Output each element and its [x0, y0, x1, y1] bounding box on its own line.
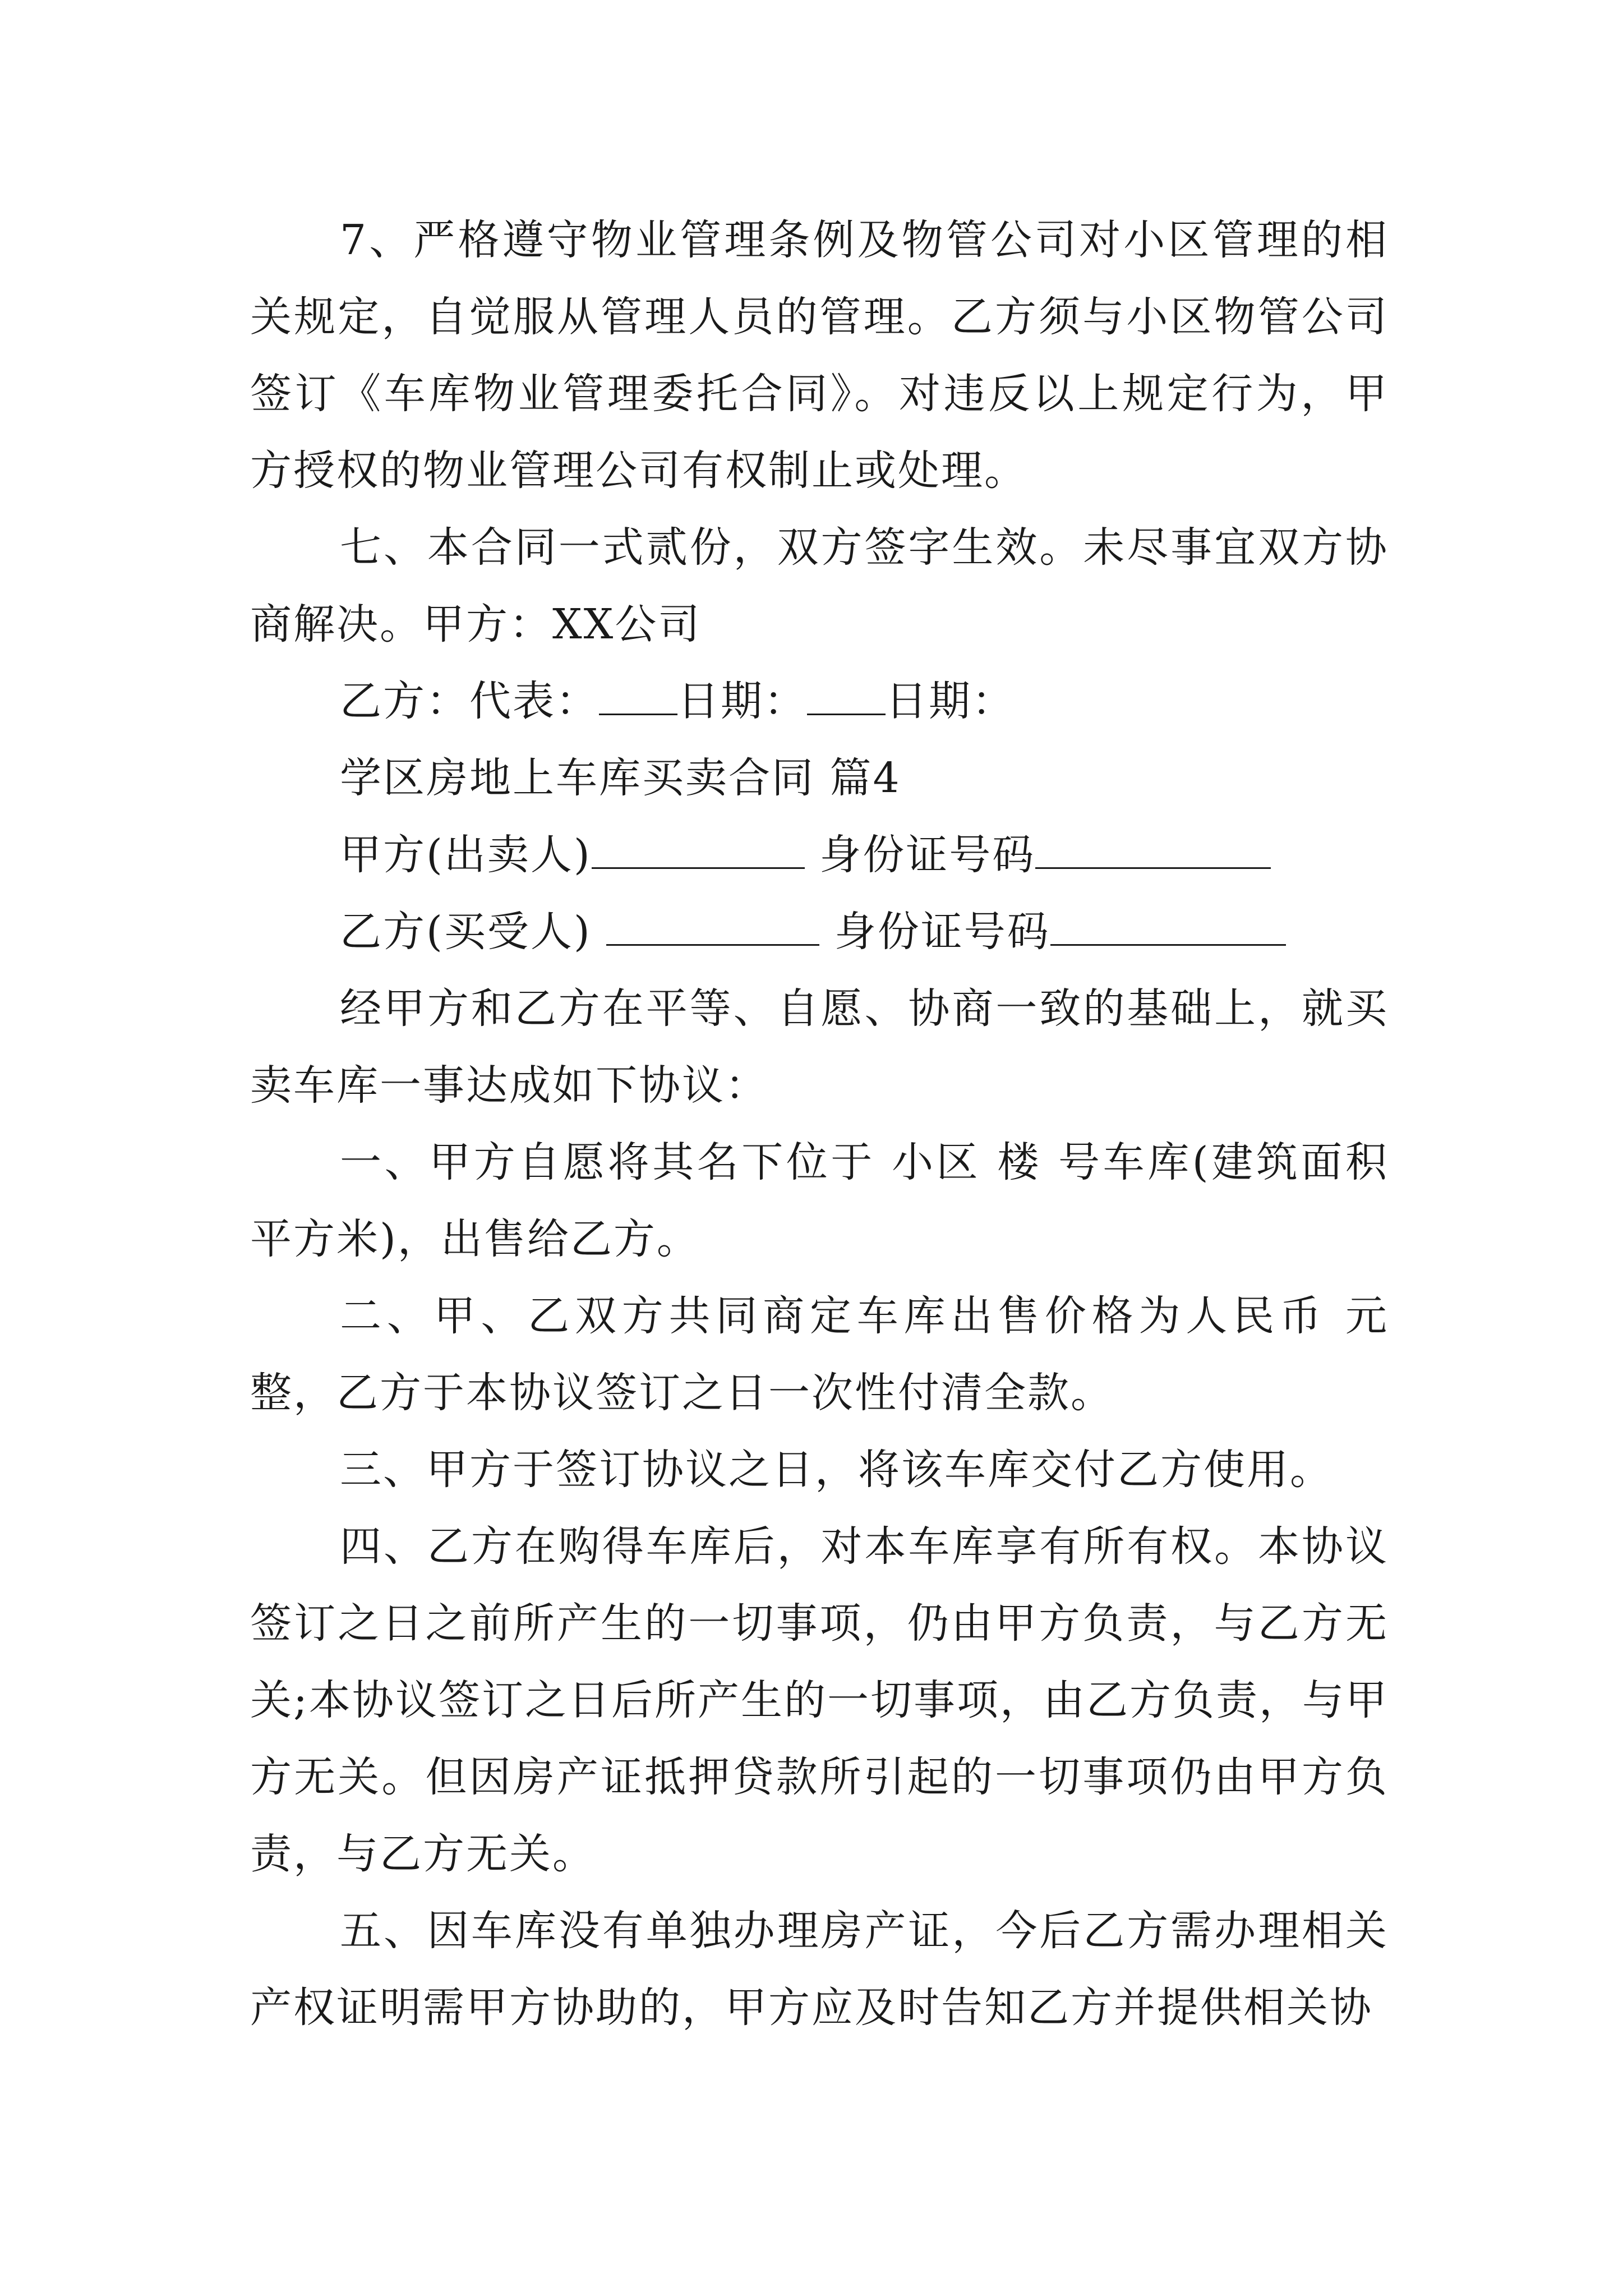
seller-name-blank	[592, 832, 805, 869]
seller-id-label: 身份证号码	[819, 831, 1036, 879]
date-label-2: 日期：	[886, 677, 1015, 725]
clause-3-delivery: 三、甲方于签订协议之日，将该车库交付乙方使用。	[340, 1446, 1333, 1494]
buyer-label: 乙方(买受人)	[340, 908, 592, 956]
clause-7-property-rules: 7、严格遵守物业管理条例及物管公司对小区管理的相关规定，自觉服从管理人员的管理。乙方须与小区物管公司签订《车库物业管理委托合同》。对违反以上规定行为，甲方授权的物业管理公司有权制止或处理。	[250, 216, 1389, 495]
document-body	[250, 202, 1389, 2046]
seller-id-blank	[1035, 832, 1271, 869]
clause-5-certificate: 五、因车库没有单独办理房产证，今后乙方需办理相关产权证明需甲方协助的，甲方应及时告知乙方并提供相关协	[250, 1907, 1389, 2032]
party-b-representative-label: 乙方：代表：	[340, 677, 599, 725]
clause-1-sale: 一、甲方自愿将其名下位于 小区 楼 号车库(建筑面积 平方米)，出售给乙方。	[250, 1138, 1389, 1263]
signature-line	[250, 663, 1389, 740]
buyer-line	[250, 894, 1389, 970]
section-heading: 学区房地上车库买卖合同 篇4	[340, 754, 901, 802]
clause-4-ownership: 四、乙方在购得车库后，对本车库享有所有权。本协议签订之日之前所产生的一切事项，仍由甲方负责，与乙方无关;本协议签订之日后所产生的一切事项，由乙方负责，与甲方无关。但因房产证抵押贷款所引起的一切事项仍由甲方负责，与乙方无关。	[250, 1522, 1389, 1878]
buyer-name-blank	[606, 909, 819, 946]
seller-line	[250, 817, 1389, 894]
agreement-preamble: 经甲方和乙方在平等、自愿、协商一致的基础上，就买卖车库一事达成如下协议：	[250, 984, 1389, 1110]
buyer-id-blank	[1050, 909, 1286, 946]
date-label-1: 日期：	[677, 677, 807, 725]
clause-seven-copies: 七、本合同一式贰份，双方签字生效。未尽事宜双方协商解决。甲方：XX公司	[250, 523, 1389, 648]
clause-2-price: 二、甲、乙双方共同商定车库出售价格为人民币 元整，乙方于本协议签订之日一次性付清全款。	[250, 1292, 1389, 1417]
representative-blank	[599, 679, 677, 715]
seller-label: 甲方(出卖人)	[340, 831, 592, 879]
date-blank	[807, 679, 886, 715]
buyer-id-label: 身份证号码	[834, 908, 1050, 956]
